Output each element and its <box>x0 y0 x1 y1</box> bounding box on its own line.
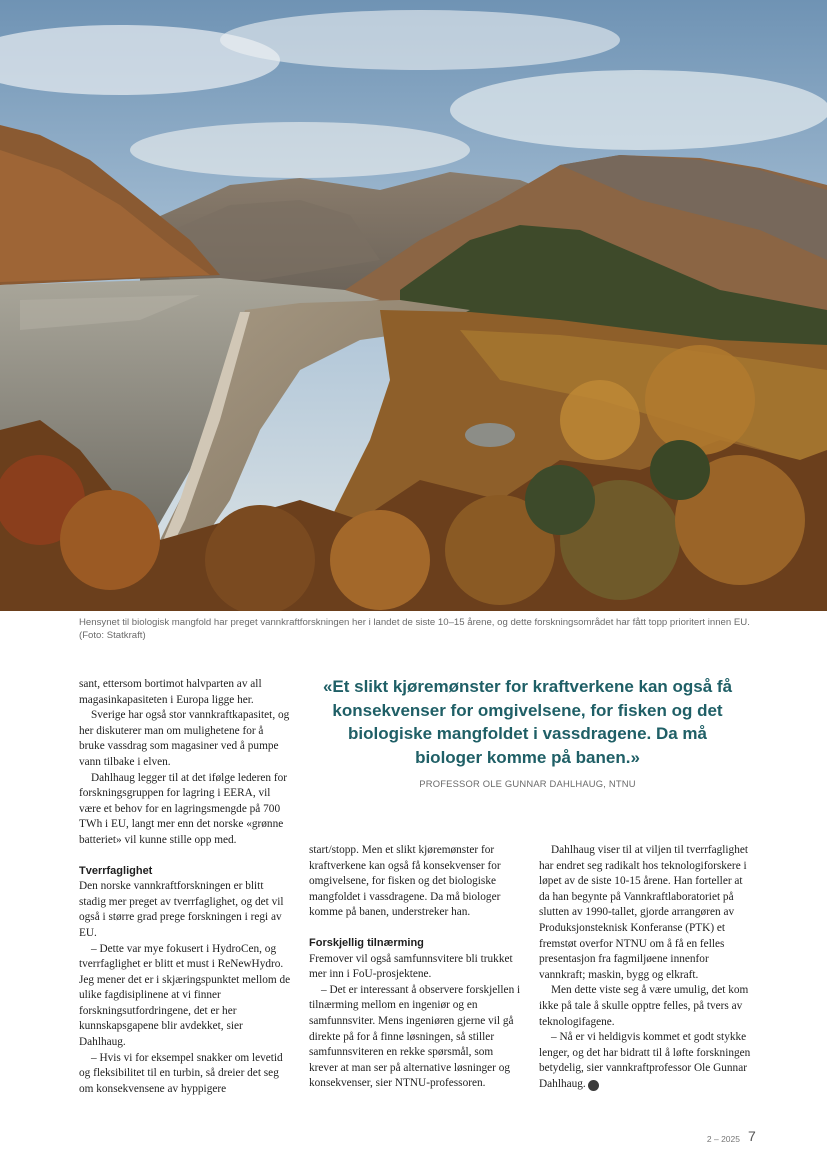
paragraph: – Hvis vi for eksempel snakker om levetid og fleksibilitet til en turbin, så dreier det seg om konsekvensene av hyppigere <box>79 1051 283 1095</box>
article-column-2 <box>309 843 521 1092</box>
paragraph: start/stopp. Men et slikt kjøremønster for kraftverkene kan også få konsekvenser for omgivelsene, for fisken og det biologiske mangfoldet i vassdragene. Da må biologer komme på banen, understreker han. <box>309 844 501 919</box>
issue-number: 2 – 2025 <box>706 1134 740 1144</box>
paragraph-text: Men dette viste seg å være umulig, det kom ikke på tale å skulle opptre felles, på tvers av teknologifagene. <box>539 984 749 1028</box>
pull-quote: «Et slikt kjøremønster for kraftverkene kan også få konsekvenser for omgivelsene, for fisken og det biologiske mangfoldet i vassdragene. Da må biologer komme på banen.» <box>322 677 733 767</box>
end-of-article-icon: e <box>588 1080 599 1091</box>
paragraph: Den norske vannkraftforskningen er blitt stadig mer preget av tverrfaglighet, og det vil også i større grad prege forskningen i regi av EU. <box>79 880 284 939</box>
article-column-3 <box>539 843 751 1093</box>
paragraph: Dahlhaug viser til at viljen til tverrfaglighet har endret seg radikalt hos teknologiforskere i løpet av de siste 10-15 årene. Han forteller at da han begynte på Vannkraftlaboratoriet på slutten av 1990-tallet, gjorde arrangøren av Produksjonsteknisk Konferanse (PTK) et fremstøt overfor NTNU om å få en felles presentasjon fra fagmiljøene innenfor vannkraft; maskin, bygg og elkraft. <box>539 844 749 981</box>
paragraph <box>539 983 751 1030</box>
section-heading: Forskjellig tilnærming <box>309 936 424 949</box>
page-number: 7 <box>748 1128 756 1144</box>
section-heading: Tverrfaglighet <box>79 864 153 877</box>
paragraph: Sverige har også stor vannkraftkapasitet, og her diskuterer man om mulighetene for å bruke vassdrag som magasiner ved å pumpe vann tilbake i elven. <box>79 709 290 768</box>
paragraph: Fremover vil også samfunnsvitere bli trukket mer inn i FoU-prosjektene. <box>309 952 513 981</box>
article-column-1 <box>79 677 291 1097</box>
paragraph: Dahlhaug legger til at det ifølge lederen for forskningsgruppen for lagring i EERA, vil være et behov for en lagringsmengde på 700 TWh i EU, langt mer enn det norske «grønne batteriet» vil kunne stille opp med. <box>79 771 288 846</box>
paragraph: sant, ettersom bortimot halvparten av all magasinkapasiteten i Europa ligge her. <box>79 678 262 706</box>
paragraph: – Det er interessant å observere forskjellen i tilnærming mellom en ingeniør og en samfunnsviter. Mens ingeniøren gjerne vil gå direkte på for å finne løsningen, så stiller samfunnsviteren en rekke spørsmål, som krever at man ser på alternative løsninger og konsekvenser, sier NTNU-professoren. <box>309 983 521 1090</box>
paragraph <box>539 1030 751 1092</box>
pull-quote-attribution: PROFESSOR OLE GUNNAR DAHLHAUG, NTNU <box>419 778 636 789</box>
photo-caption: Hensynet til biologisk mangfold har preget vannkraftforskningen her i landet de siste 10–15 årene, og dette forskningsområdet har fått topp prioritert innen EU. (Foto: Statkraft) <box>79 617 750 641</box>
paragraph: – Dette var mye fokusert i HydroCen, og tverrfaglighet er blitt et must i ReNewHydro. Jeg mener det er i skjæringspunktet mellom de ulike fagdisiplinene at vi finner forskningsutfordringene, det er her kunnskapsgapene blir avdekket, sier Dahlhaug. <box>79 942 291 1049</box>
paragraph-text: – Nå er vi heldigvis kommet et godt stykke lenger, og det har bidratt til å løfte forskningen betydelig, sier vannkraftprofessor Ole Gunnar Dahlhaug. <box>539 1031 751 1090</box>
